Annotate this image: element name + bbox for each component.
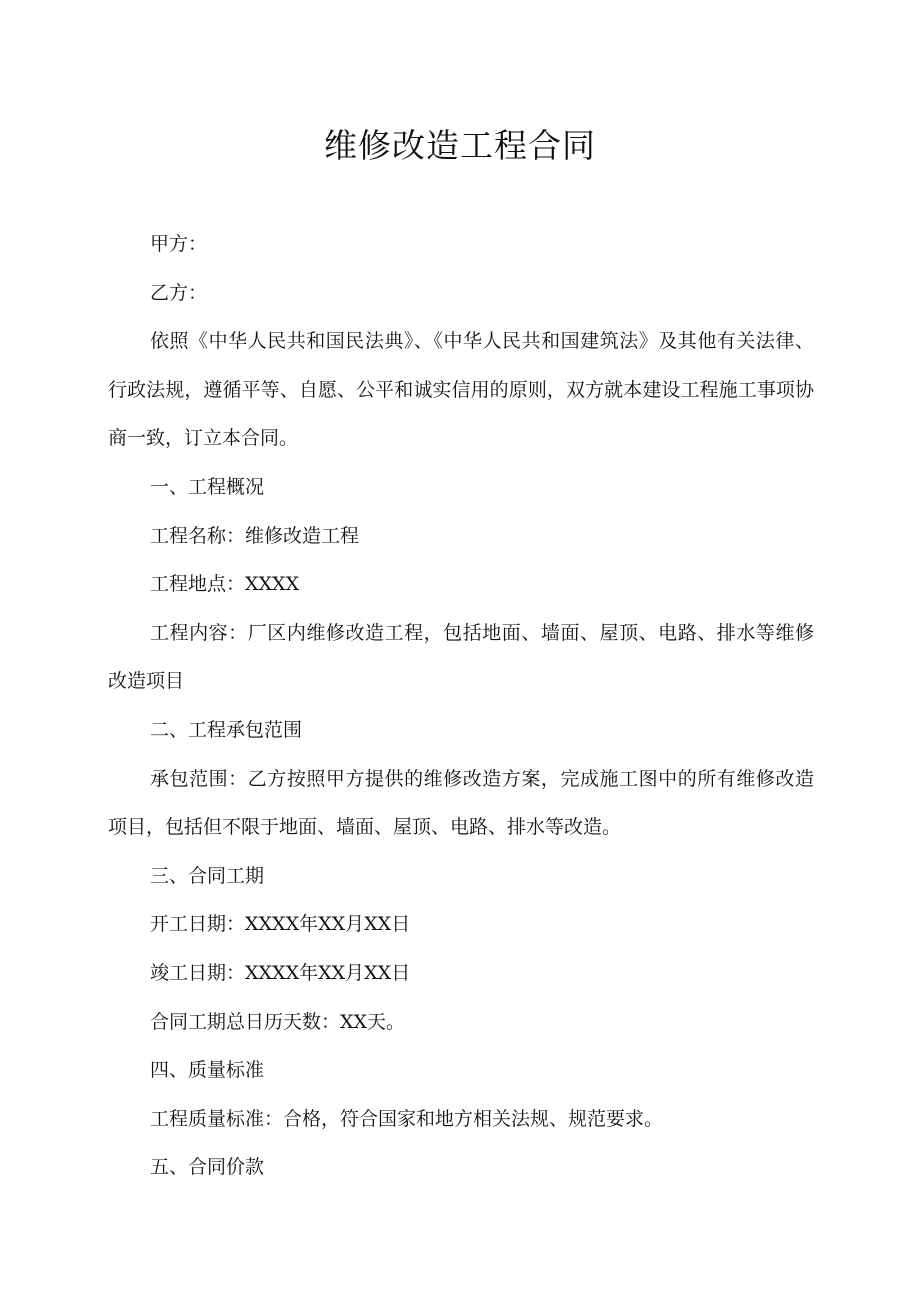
scope-paragraph: 承包范围：乙方按照甲方提供的维修改造方案，完成施工图中的所有维修改造项目，包括但不限于地面、墙面、屋顶、电路、排水等改造。 [108, 767, 814, 839]
section-4-heading: 四、质量标准 [150, 1059, 265, 1082]
document-title: 维修改造工程合同 [324, 126, 596, 165]
contract-body [108, 220, 814, 1192]
project-location-line: 工程地点：XXXX [150, 573, 300, 596]
section-3-heading: 三、合同工期 [150, 864, 265, 887]
project-name-line: 工程名称：维修改造工程 [150, 524, 360, 547]
section-5-heading: 五、合同价款 [150, 1156, 265, 1179]
total-days-line: 合同工期总日历天数：XX天。 [150, 1010, 406, 1033]
party-a-line: 甲方： [150, 233, 208, 255]
section-2-heading: 二、工程承包范围 [150, 718, 303, 741]
project-content-paragraph: 工程内容：厂区内维修改造工程，包括地面、墙面、屋顶、电路、排水等维修改造项目 [108, 621, 814, 693]
preamble-paragraph: 依照《中华人民共和国民法典》、《中华人民共和国建筑法》及其他有关法律、行政法规，遵循平等、自愿、公平和诚实信用的原则，双方就本建设工程施工事项协商一致，订立本合同。 [108, 330, 814, 450]
party-b-line: 乙方： [150, 281, 208, 304]
completion-date-line: 竣工日期：XXXX年XX月XX日 [150, 961, 411, 984]
section-1-heading: 一、工程概况 [150, 475, 265, 498]
start-date-line: 开工日期：XXXX年XX月XX日 [150, 913, 411, 936]
quality-standard-line: 工程质量标准：合格，符合国家和地方相关法规、规范要求。 [150, 1107, 664, 1130]
